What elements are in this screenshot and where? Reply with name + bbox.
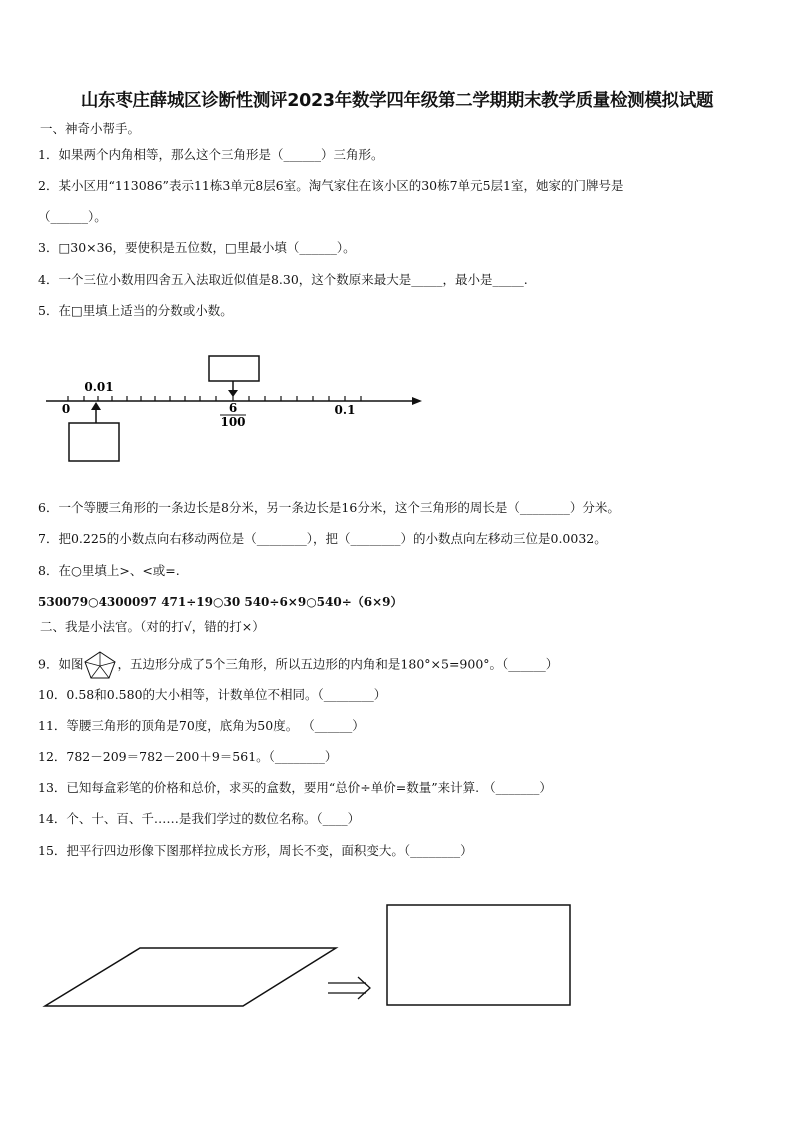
question-13: 13．已知每盒彩笔的价格和总价，求买的盒数，要用“总价÷单价=数量”来计算. （_______）: [38, 780, 552, 795]
arrow-up-icon: [91, 402, 101, 410]
double-arrow-right-icon: [328, 977, 370, 999]
question-14: 14．个、十、百、千……是我们学过的数位名称。（____）: [38, 811, 361, 826]
question-4: 4．一个三位小数用四舍五入法取近似值是8.30，这个数原来最大是_____，最小是_____.: [38, 272, 528, 287]
section-heading-2: 二、我是小法官。（对的打√，错的打×）: [40, 619, 265, 634]
question-12: 12．782－209＝782－200＋9＝561。（________）: [38, 749, 338, 764]
question-9-suffix: ，五边形分成了5个三角形，所以五边形的内角和是180°×5=900°。（______）: [117, 656, 559, 672]
rectangle-shape: [387, 905, 570, 1005]
label-0-1: 0.1: [334, 403, 356, 417]
answer-box-top: [209, 356, 259, 381]
label-zero: 0: [61, 402, 71, 416]
question-9-prefix: 9．如图: [38, 656, 84, 672]
label-fraction-denominator: 100: [220, 415, 246, 429]
question-8-items: 530079○4300097 471÷19○30 540÷6×9○540÷（6×9）: [38, 595, 403, 609]
question-8: 8．在○里填上>、<或=.: [38, 563, 180, 578]
number-line-figure: [40, 350, 430, 465]
question-10: 10．0.58和0.580的大小相等，计数单位不相同。（________）: [38, 687, 387, 702]
question-2-line-1: 2．某小区用“113086”表示11栋3单元8层6室。淘气家住在该小区的30栋7单元5层1室，她家的门牌号是: [38, 178, 624, 193]
question-9: [38, 650, 558, 680]
section-heading-1: 一、神奇小帮手。: [40, 121, 141, 136]
pentagon-icon: [83, 650, 117, 680]
page-title: 山东枣庄薛城区诊断性测评2023年数学四年级第二学期期末教学质量检测模拟试题: [80, 91, 714, 111]
arrow-right-icon: [412, 397, 422, 405]
label-0-01: 0.01: [84, 380, 114, 394]
label-fraction-numerator: 6: [228, 401, 238, 415]
question-15: 15．把平行四边形像下图那样拉成长方形，周长不变，面积变大。（________）: [38, 843, 473, 858]
question-7: 7．把0.225的小数点向右移动两位是（________），把（________）的小数点向左移动三位是0.0032。: [38, 531, 607, 546]
question-3: 3．□30×36，要使积是五位数，□里最小填（______）。: [38, 240, 356, 255]
answer-box-bottom: [69, 423, 119, 461]
question-5: 5．在□里填上适当的分数或小数。: [38, 303, 233, 318]
parallelogram-shape: [45, 948, 336, 1006]
question-1: 1．如果两个内角相等，那么这个三角形是（______）三角形。: [38, 147, 384, 162]
question-6: 6．一个等腰三角形的一条边长是8分米，另一条边长是16分米，这个三角形的周长是（________）分米。: [38, 500, 620, 515]
parallelogram-rectangle-figure: [40, 898, 580, 1013]
question-2-line-2: （______）。: [38, 209, 107, 224]
question-11: 11．等腰三角形的顶角是70度，底角为50度。 （______）: [38, 718, 365, 733]
